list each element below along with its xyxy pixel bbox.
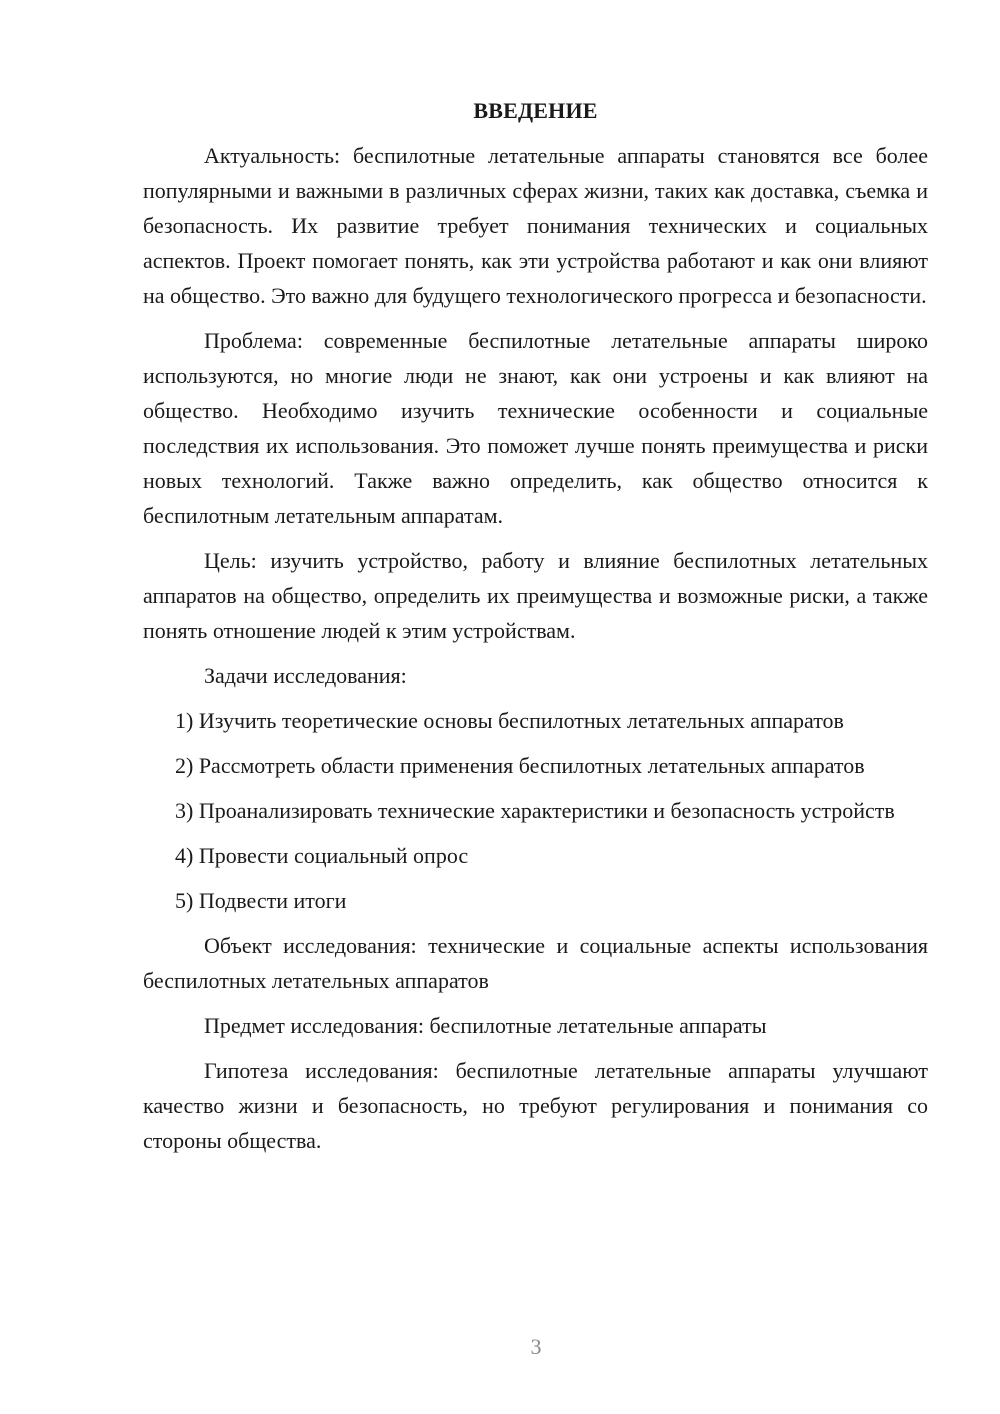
problem-paragraph: Проблема: современные беспилотные летательные аппараты широко используются, но многие люди не знают, как они устроены и как влияют на общество. Необходимо изучить технические особенности и социальные последствия их использования. Это поможет лучше понять преимущества и риски новых технологий. Также важно определить, как общество относится к беспилотным летательным аппаратам. (143, 328, 928, 528)
tasks-heading: Задачи исследования: (204, 663, 407, 688)
relevance-paragraph: Актуальность: беспилотные летательные аппараты становятся все более популярными и важными в различных сферах жизни, таких как доставка, съемка и безопасность. Их развитие требует понимания технических и социальных аспектов. Проект помогает понять, как эти устройства работают и как они влияют на общество. Это важно для будущего технологического прогресса и безопасности. (143, 143, 928, 308)
goal-paragraph: Цель: изучить устройство, работу и влияние беспилотных летательных аппаратов на общество, определить их преимущества и возможные риски, а также понять отношение людей к этим устройствам. (143, 548, 928, 643)
task-item: 1) Изучить теоретические основы беспилотных летательных аппаратов (175, 708, 844, 733)
subject-paragraph: Предмет исследования: беспилотные летательные аппараты (204, 1013, 767, 1038)
page-title: ВВЕДЕНИЕ (473, 98, 598, 123)
hypothesis-paragraph: Гипотеза исследования: беспилотные летательные аппараты улучшают качество жизни и безопасность, но требуют регулирования и понимания со стороны общества. (143, 1058, 928, 1153)
task-item: 4) Провести социальный опрос (175, 843, 469, 868)
task-item: 2) Рассмотреть области применения беспилотных летательных аппаратов (175, 753, 865, 778)
task-item: 3) Проанализировать технические характеристики и безопасность устройств (175, 798, 895, 823)
task-item: 5) Подвести итоги (175, 888, 347, 913)
object-paragraph: Объект исследования: технические и социальные аспекты использования беспилотных летательных аппаратов (143, 933, 928, 993)
document-body (143, 93, 928, 1168)
page-number: 3 (530, 1334, 542, 1359)
